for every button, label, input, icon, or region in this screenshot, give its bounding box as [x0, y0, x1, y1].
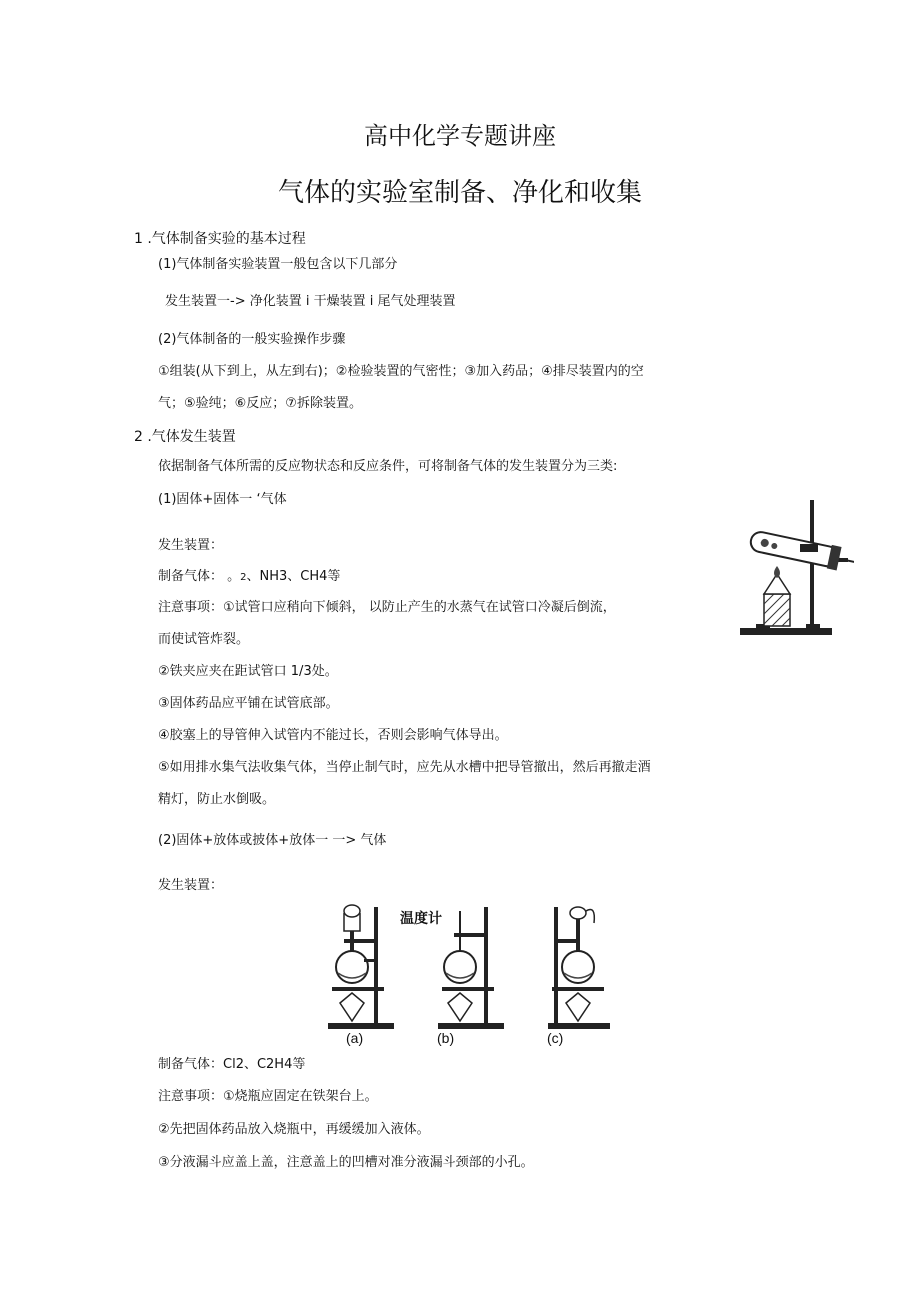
- type1-gases: [158, 568, 340, 587]
- type2-gases: 制备气体：Cl2、C2H4等: [158, 1057, 306, 1072]
- type2-note-2: ②先把固体药品放入烧瓶中，再缓缓加入液体。: [158, 1122, 430, 1137]
- apparatus-c-figure: [544, 903, 614, 1031]
- caption-a: (a): [346, 1030, 364, 1046]
- type2-note-1: 注意事项：①烧瓶应固定在铁架台上。: [158, 1089, 378, 1104]
- thermometer-label: 温度计: [400, 911, 442, 927]
- s1-part1: (1)气体制备实验装置一般包含以下几部分: [158, 257, 398, 272]
- type2-note-3: ③分液漏斗应盖上盖，注意盖上的凹槽对准分液漏斗颈部的小孔。: [158, 1155, 534, 1170]
- type1-gases-rest: 、NH3、CH4等: [246, 569, 341, 584]
- type1-heading: (1)固体+固体一 ‘气体: [158, 492, 287, 507]
- steps-line-1: ①组装(从下到上，从左到右)；②检验装置的气密性；③加入药品；④排尽装置内的空: [158, 364, 644, 379]
- steps-line-2: 气；⑤验纯；⑥反应；⑦拆除装置。: [158, 396, 362, 411]
- section-2-heading: 2 .气体发生装置: [134, 429, 236, 445]
- topic-title: 气体的实验室制备、净化和收集: [277, 178, 642, 208]
- type1-gases-sub: 2: [240, 572, 247, 583]
- type1-note-1b: 而使试管炸裂。: [158, 632, 250, 647]
- type1-note-1a: 注意事项：①试管口应稍向下倾斜， 以防止产生的水蒸气在试管口冷凝后倒流，: [158, 600, 616, 615]
- type2-heading: (2)固体+放体或披体+放体一 一> 气体: [158, 833, 387, 848]
- lecture-title: 高中化学专题讲座: [364, 122, 556, 150]
- type1-note-2: ②铁夹应夹在距试管口 1/3处。: [158, 664, 338, 679]
- solid-heating-apparatus-figure: [734, 496, 854, 642]
- type1-note-5b: 精灯，防止水倒吸。: [158, 792, 276, 807]
- type1-note-4: ④胶塞上的导管伸入试管内不能过长，否则会影响气体导出。: [158, 728, 508, 743]
- type1-note-3: ③固体药品应平铺在试管底部。: [158, 696, 339, 711]
- type1-note-5a: ⑤如用排水集气法收集气体，当停止制气时，应先从水槽中把导管撤出，然后再撤走酒: [158, 760, 651, 775]
- caption-b: (b): [437, 1030, 455, 1046]
- s1-part2: (2)气体制备的一般实验操作步骤: [158, 332, 346, 347]
- type2-device-label: 发生装置：: [158, 878, 224, 893]
- caption-c: (c): [547, 1030, 564, 1046]
- type1-gases-prefix: 制备气体： 。: [158, 569, 241, 584]
- apparatus-b-figure: [430, 903, 510, 1031]
- type1-device-label: 发生装置：: [158, 538, 224, 553]
- section-1-heading: 1 .气体制备实验的基本过程: [134, 231, 306, 247]
- s2-intro: 依据制备气体所需的反应物状态和反应条件，可将制备气体的发生装置分为三类:: [158, 459, 618, 474]
- apparatus-a-figure: [320, 903, 400, 1031]
- apparatus-flow: 发生装置一-> 净化装置 i 干燥装置 i 尾气处理装置: [165, 294, 456, 309]
